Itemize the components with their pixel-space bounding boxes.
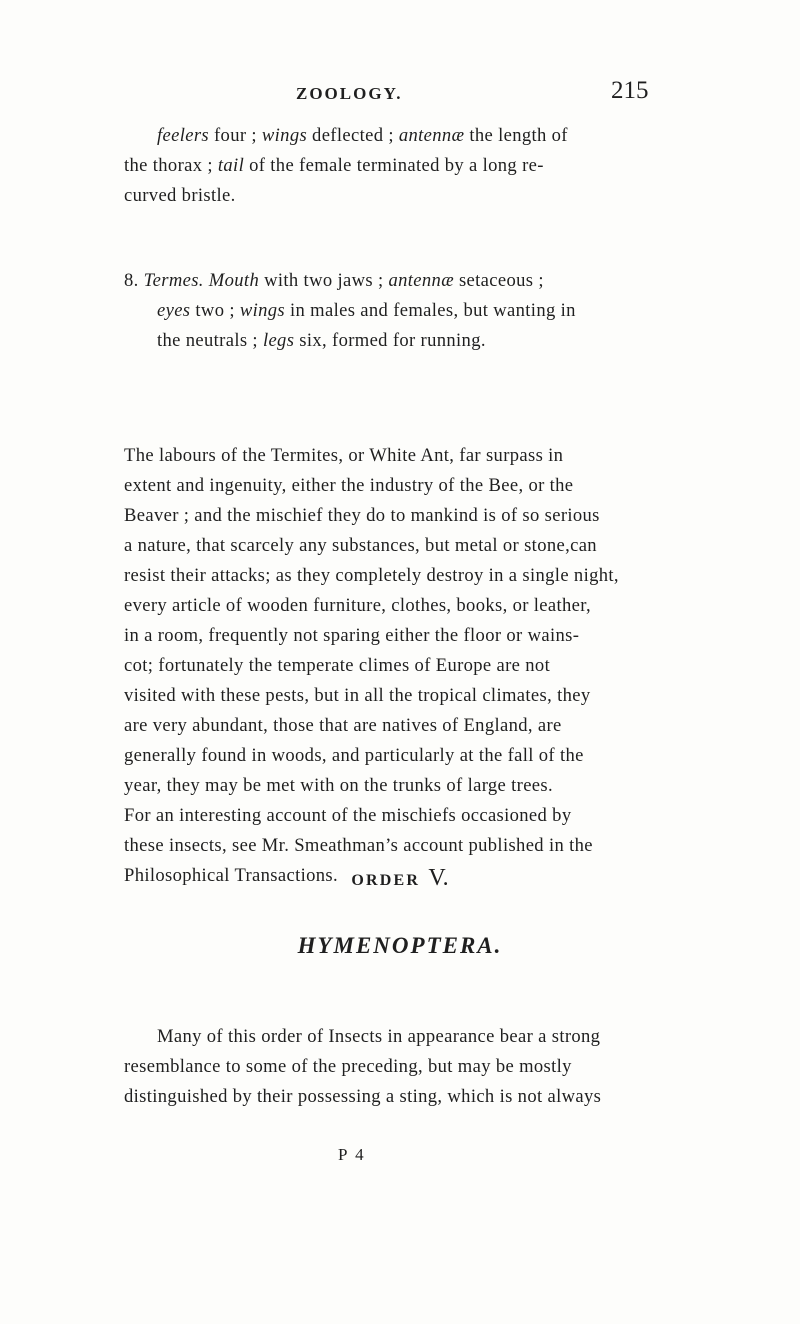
term-mouth: Mouth [208, 270, 260, 291]
term-tail: tail [217, 155, 245, 176]
text-run: four ; [209, 125, 262, 146]
text-run: deflected ; [307, 125, 399, 146]
text-line: year, they may be met with on the trunks of large trees. [124, 775, 553, 796]
text-line: are very abundant, those that are natives of England, are [124, 715, 562, 736]
term-legs: legs [262, 330, 295, 351]
entry-number: 8. [124, 270, 144, 291]
text-run: in males and females, but wanting in [285, 300, 576, 321]
text-line: resemblance to some of the preceding, but may be mostly [124, 1056, 572, 1077]
text-run: of the female terminated by a long re- [244, 155, 544, 176]
term-wings: wings [261, 125, 308, 146]
page-number: 215 [611, 77, 649, 104]
genus-termes: Termes. [143, 270, 204, 291]
text-line: The labours of the Termites, or White Ant, far surpass in [124, 445, 564, 466]
text-run: with two jaws ; [259, 270, 389, 291]
paragraph-hymenoptera [124, 1022, 656, 1112]
paragraph-termites-description [124, 441, 656, 891]
text-line: generally found in woods, and particularly at the fall of the [124, 745, 584, 766]
term-antennae: antennæ [398, 125, 465, 146]
text-run: setaceous ; [453, 270, 544, 291]
text-line: curved bristle. [124, 185, 236, 206]
text-line: distinguished by their possessing a sting, which is not always [124, 1086, 602, 1107]
text-line: every article of wooden furniture, clothes, books, or leather, [124, 595, 592, 616]
term-eyes: eyes [157, 300, 191, 321]
text-line [124, 296, 656, 326]
text-line: a nature, that scarcely any substances, but metal or stone,can [124, 535, 597, 556]
text-line [124, 266, 656, 296]
text-run: six, formed for running. [294, 330, 486, 351]
paragraph-feelers [124, 121, 656, 211]
text-run: two ; [190, 300, 240, 321]
text-run: the neutrals ; [157, 330, 263, 351]
text-line: in a room, frequently not sparing either the floor or wains- [124, 625, 580, 646]
running-title: ZOOLOGY. [296, 84, 403, 103]
text-line: For an interesting account of the mischiefs occasioned by [124, 805, 572, 826]
order-heading [0, 865, 800, 892]
text-line: cot; fortunately the temperate climes of Europe are not [124, 655, 551, 676]
text-line: Many of this order of Insects in appearance bear a strong [157, 1026, 601, 1047]
signature-mark: P 4 [338, 1145, 366, 1164]
text-line: Philosophical Transactions. [124, 865, 338, 886]
text-line: visited with these pests, but in all the tropical climates, they [124, 685, 591, 706]
text-line: Beaver ; and the mischief they do to mankind is of so serious [124, 505, 600, 526]
order-number: V. [428, 865, 449, 891]
order-label: ORDER [351, 872, 421, 889]
text-line: extent and ingenuity, either the industry of the Bee, or the [124, 475, 574, 496]
term-wings: wings [239, 300, 286, 321]
term-feelers: feelers [157, 125, 210, 146]
text-line: resist their attacks; as they completely destroy in a single night, [124, 565, 619, 586]
text-run: the length of [464, 125, 568, 146]
text-line [124, 326, 656, 356]
text-line [124, 151, 656, 181]
section-title: HYMENOPTERA. [297, 933, 503, 958]
paragraph-termes [124, 266, 656, 356]
text-run: the thorax ; [124, 155, 218, 176]
text-line: these insects, see Mr. Smeathman’s account published in the [124, 835, 593, 856]
text-line [124, 121, 656, 151]
term-antennae: antennæ [388, 270, 454, 291]
